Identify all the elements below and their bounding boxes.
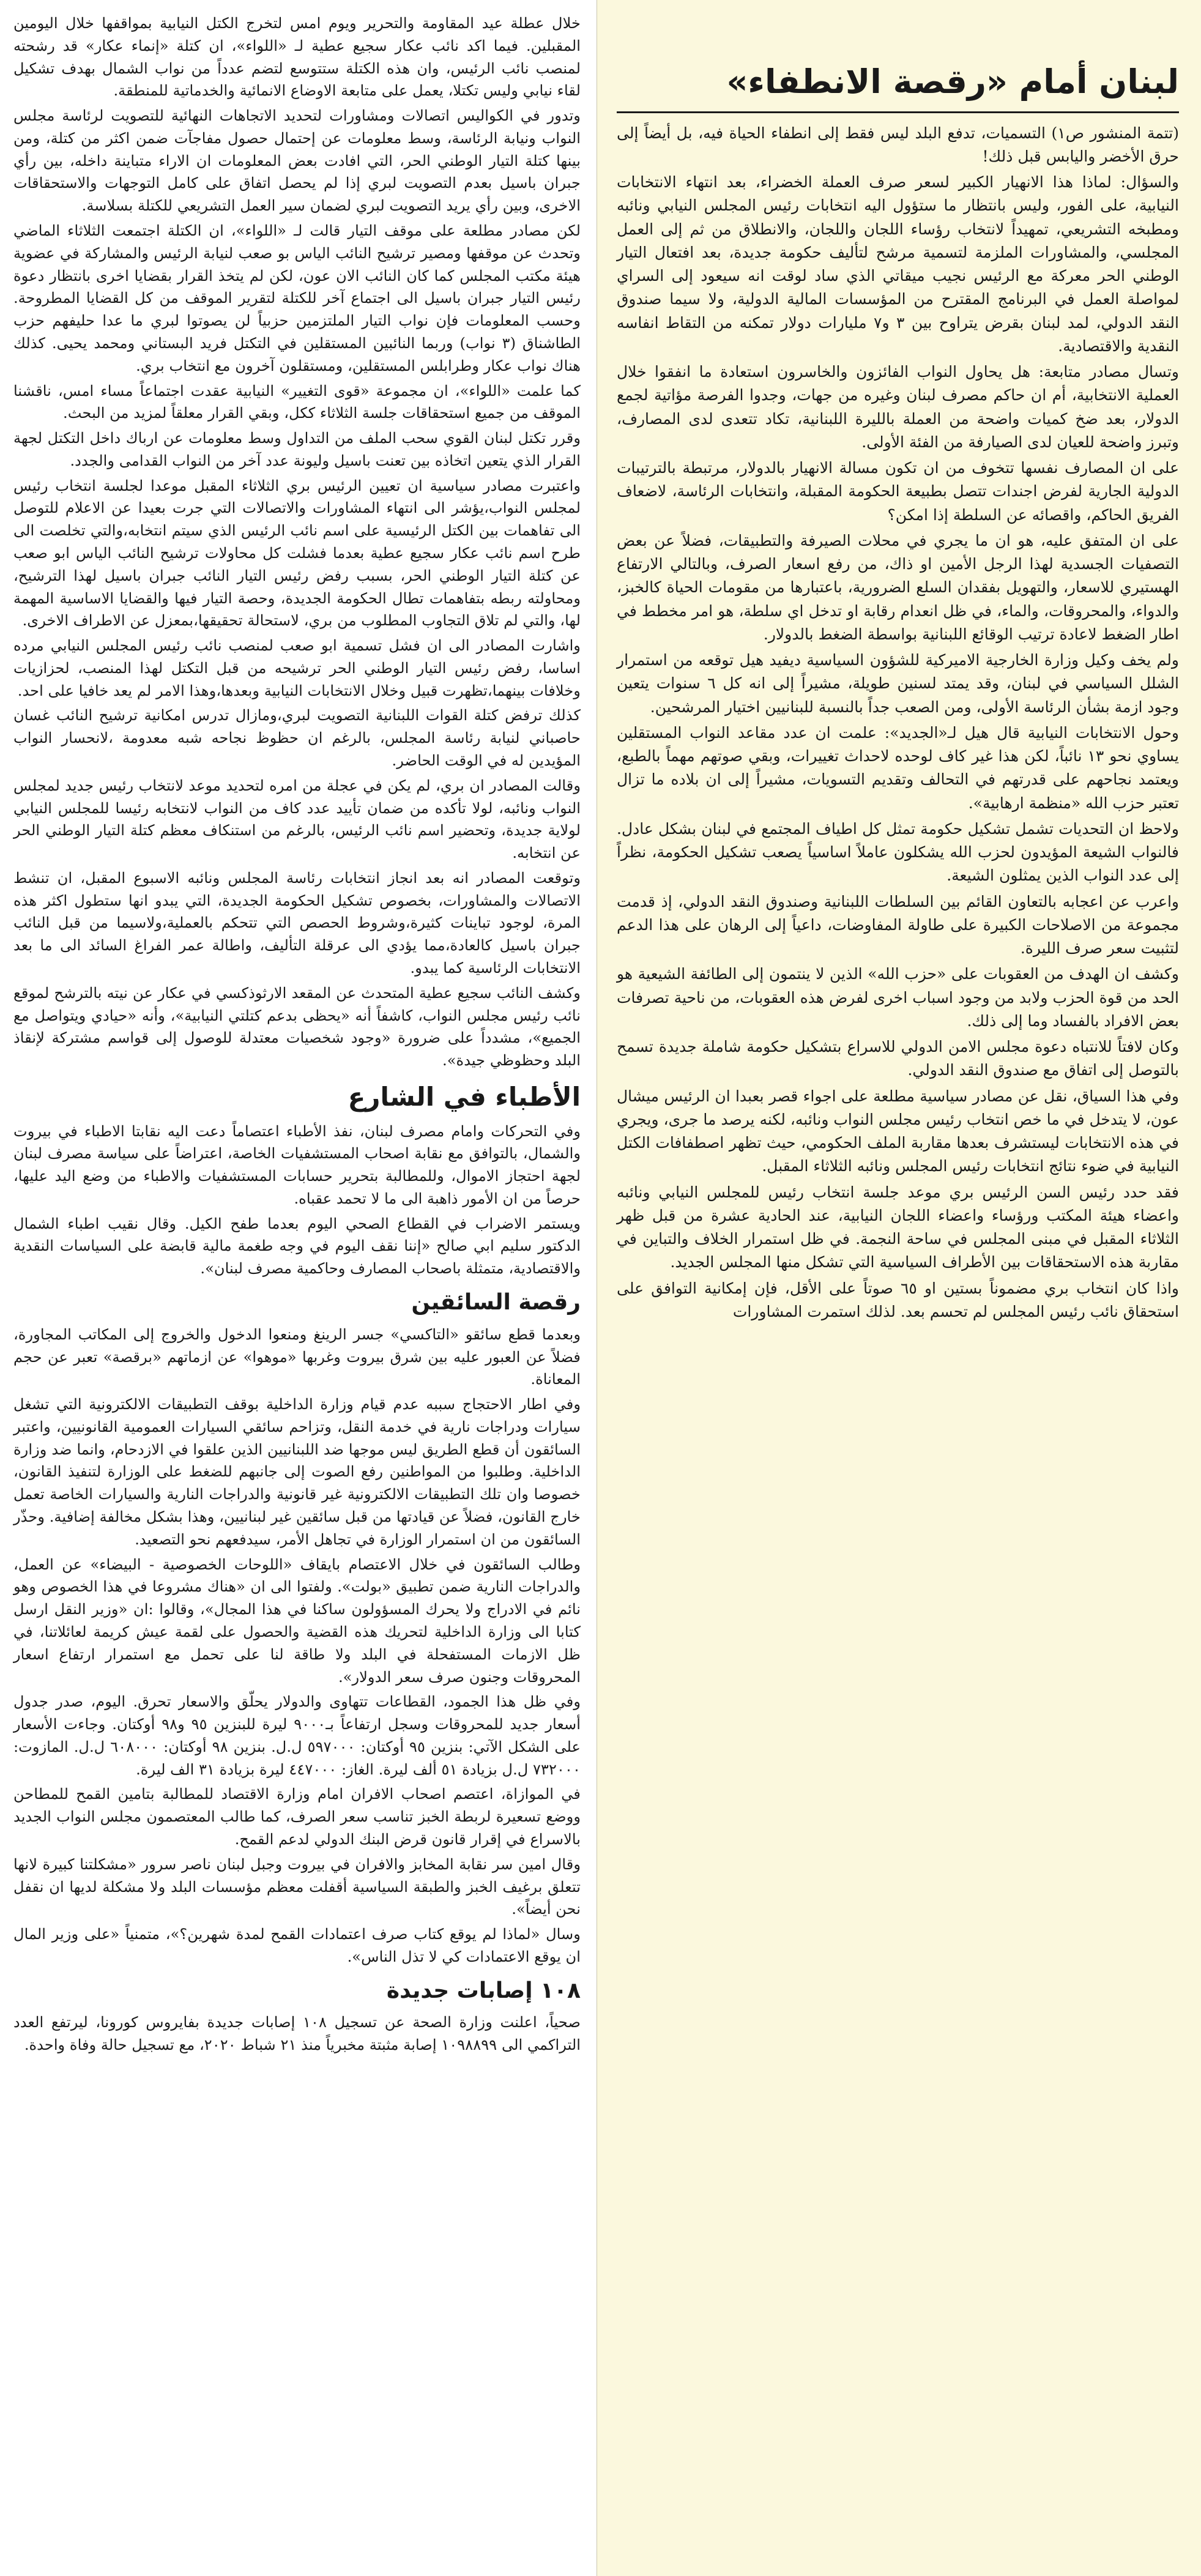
paragraph: وفي اطار الاحتجاج سببه عدم قيام وزارة الداخلية بوقف التطبيقات الالكترونية التي تشغل سيارات ودراجات نارية في خدمة النقل، وتزاحم سائقي السيارات العمومية القانونيين، واعتبر السائقون أن قطع الطريق ليس موجها ضد اللبنانيين الذين علقوا في الازدحام، وانما ضد وزارة الداخلية. وطلبوا من المواطنين رفع الصوت إلى جانبهم للضغط على الوزارة لتنفيذ القانون، خصوصا وان تلك التطبيقات الالكترونية غير قانونية والدراجات النارية والسيارات الخاصة تعمل خارج القانون، فضلاً عن قيادتها من قبل سائقين غير لبنانيين، وهذا بشكل مخالفة إضافية. وحذّر السائقون من ان استمرار الوزارة في تجاهل الأمر، سيدفعهم نحو التصعيد.: [13, 1396, 581, 1548]
paragraph: وقال امين سر نقابة المخابز والافران في بيروت وجبل لبنان ناصر سرور «مشكلتنا كبيرة لانها تتعلق برغيف الخبز والطبقة السياسية أقفلت معظم مؤسسات البلد ولا مشكلة لديها ان نقفل نحن أيضاً».: [13, 1855, 581, 1918]
paragraph: (تتمة المنشور ص١) التسميات، تدفع البلد ليس فقط إلى انطفاء الحياة فيه، بل أيضاً إلى حرق الأخضر واليابس قبل ذلك!: [617, 124, 1179, 165]
paragraph: فقد حدد رئيس السن الرئيس بري موعد جلسة انتخاب رئيس للمجلس النيابي ونائبه واعضاء هيئة المكتب ورؤساء واعضاء اللجان النيابية، عند الحادية عشرة من قبل ظهر الثلاثاء المقبل في مبنى المجلس في ساحة النجمة. في ظل استمرار الخلاف والتباين في مقاربة هذه الاستحقاقات بين الأطراف السياسية التي تشكل منها المجلس الجديد.: [617, 1183, 1179, 1271]
paragraph: واذا كان انتخاب بري مضموناً بستين او ٦٥ صوتاً على الأقل، فإن إمكانية التوافق على استحقاق نائب رئيس المجلس لم تحسم بعد. لذلك استمرت المشاورات: [617, 1279, 1179, 1320]
intro-body: [13, 12, 581, 1072]
paragraph: لكن مصادر مطلعة على موقف التيار قالت لـ «اللواء»، ان الكتلة اجتمعت الثلاثاء الماضي وتحدث عن موقفها ومصير ترشيح النائب الياس بو صعب لنيابة الرئيس والمشاركة في عضوية هيئة مكتب المجلس كما كان النائب الان عون، لكن لم يتخذ القرار بقضايا اخرى بانتظار دعوة رئيس التيار جبران باسيل الى اجتماع آخر للكتلة لتقرير الموقف من كل القضايا المطروحة. وحسب المعلومات فإن نواب التيار الملتزمين حزبياً لن يصوتوا لبري ما عدا حليفهم حزب الطاشناق (٣ نواب) وربما النائبين المستقلين في التكتل فريد البستاني ومحمد يحيى. كذلك هناك نواب عكار وطرابلس المستقلين، ومستقلون آخرون مع انتخاب بري.: [13, 222, 581, 374]
paragraph: ولاحظ ان التحديات تشمل تشكيل حكومة تمثل كل اطياف المجتمع في لبنان بشكل عادل. فالنواب الشيعة المؤيدون لحزب الله يشكلون عاملاً اساسياً يصعب تشكيل الحكومة، نظراً إلى عدد النواب الذين يمثلون الشيعة.: [617, 819, 1179, 885]
section-title-covid: ١٠٨ إصابات جديدة: [386, 1978, 581, 2003]
section-title-drivers: رقصة السائقين: [411, 1290, 581, 1315]
paragraph: على ان المتفق عليه، هو ان ما يجري في محلات الصيرفة والتطبيقات، فضلاً عن بعض التصفيات الجسدية لهذا الرجل الأمين او ذاك، من رفع اسعار الصرف، وبالتالي الارتفاع الهستيري للاسعار، والتهويل بفقدان السلع الضرورية، باعتبارها من مقومات الحياة كالخبز، والدواء، والمحروقات، والماء، في ظل انعدام رقابة او تدخل اي سلطة، هو امر مخطط في اطار الضغط لاعادة ترتيب الوقائع اللبنانية بواسطة الضغط بالدولار.: [617, 531, 1179, 643]
paragraph: على ان المصارف نفسها تتخوف من ان تكون مسالة الانهيار بالدولار، مرتبطة بالترتيبات الدولية الجارية لفرض اجندات تتصل بطبيعة الحكومة المقبلة، وانتخابات الرئاسة، لاضعاف الفريق الحاكم، واقصائه عن السلطة إذا امكن؟: [617, 459, 1179, 524]
paragraph: واعرب عن اعجابه بالتعاون القائم بين السلطات اللبنانية وصندوق النقد الدولي، إذ قدمت مجموعة من الاصلاحات الكبيرة على طاولة المفاوضات، داعياً إلى الرهان على هذا الدعم لتثبيت سعر صرف الليرة.: [617, 892, 1179, 957]
paragraph: ولم يخف وكيل وزارة الخارجية الاميركية للشؤون السياسية ديفيد هيل توقعه من استمرار الشلل السياسي في لبنان، وقد يمتد لسنين طويلة، مشيراً إلى انه كل ٦ سنوات يتعين وجود ازمة بشأن الرئاسة الأولى، ومن الصعب جداً بالنسبة للبنانيين اختيار المرشحين.: [617, 651, 1180, 716]
paragraph: وفي التحركات وامام مصرف لبنان، نفذ الأطباء اعتصاماً دعت اليه نقابتا الاطباء في بيروت والشمال، بالتوافق مع نقابة اصحاب المستشفيات الخاصة، اعتراضاً على سياسة مصرف لبنان لجهة احتجاز الاموال، وللمطالبة بتحرير حسابات المستشفيات والاطباء من وضع اليد عليها، حرصاً من ان الأمور ذاهبة الى ما لا تحمد عقباه.: [13, 1122, 581, 1207]
paragraph: وبعدما قطع سائقو «التاكسي» جسر الرينغ ومنعوا الدخول والخروج إلى المكاتب المجاورة، فضلاً عن العبور عليه بين شرق بيروت وغربها «موهوا» عن ازماتهم «برقصة» تعبر عن حجم المعاناة.: [13, 1325, 581, 1388]
section-title-doctors: الأطباء في الشارع: [348, 1081, 581, 1112]
paragraph: وتسال مصادر متابعة: هل يحاول النواب الفائزون والخاسرون استعادة ما انفقوا خلال العملية الانتخابية، أم ان حاكم مصرف لبنان وغيره من جهات، وجدوا الفرصة مؤاتية لجمع الدولار، بعد ضخ كميات واضحة من العملة بالليرة اللبنانية، تكاد تتعدى لدى المصارف، وتبرز واضحة للعيان لدى الصيارفة من الفئة الأولى.: [617, 363, 1179, 451]
right-column-body: [617, 122, 1179, 1324]
paragraph: في الموازاة، اعتصم اصحاب الافران امام وزارة الاقتصاد للمطالبة بتامين القمح للمطاحن ووضع تسعيرة لربطة الخبز تناسب سعر الصرف، كما طالب المعتصمون مجلس النواب الجديد بالاسراع في إقرار قانون قرض البنك الدولي لدعم القمح.: [13, 1785, 581, 1848]
continuation-column: [0, 0, 597, 2576]
article-headline: لبنان أمام «رقصة الانطفاء»: [617, 61, 1179, 113]
paragraph: ويستمر الاضراب في القطاع الصحي اليوم بعدما طفح الكيل. وقال نقيب اطباء الشمال الدكتور سليم ابي صالح «إننا نقف اليوم في وجه طغمة مالية قابضة على السياسات النقدية والاقتصادية، متمثلة باصحاب المصارف وحاكمية مصرف لبنان».: [13, 1215, 581, 1278]
paragraph: وطالب السائقون في خلال الاعتصام بايقاف «اللوحات الخصوصية - البيضاء» عن العمل، والدراجات النارية ضمن تطبيق «بولت». ولفتوا الى ان «هناك مشروعا في هذا الخصوص وهو نائم في الادراج ولا يحرك المسؤولون ساكنا في هذا المجال»، وقالوا :ان «وزير النقل ارسل كتابا الى وزارة الداخلية لتحريك هذه القضية والحصول على لقمة عيش كريمة لعائلاتنا، في ظل الازمات المستفحلة في البلد ولا طاقة لنا على تحمل مع استمرار ارتفاع اسعار المحروقات وجنون صرف سعر الدولار».: [13, 1555, 581, 1686]
paragraph: وسال «لماذا لم يوقع كتاب صرف اعتمادات القمح لمدة شهرين؟»، متمنياً «على وزير المال ان يوقع الاعتمادات كي لا تذل الناس».: [13, 1926, 581, 1965]
paragraph: وقرر تكتل لبنان القوي سحب الملف من التداول وسط معلومات عن ارباك داخل التكتل لجهة القرار الذي يتعين اتخاذه بين تعنت باسيل وليونة عدد آخر من النواب القدامى والجدد.: [13, 430, 581, 469]
paragraph: وكان لافتاً للانتباه دعوة مجلس الامن الدولي للاسراع بتشكيل حكومة شاملة جديدة تسمح بالتوصل إلى اتفاق مع صندوق النقد الدولي.: [617, 1038, 1179, 1079]
paragraph: كما علمت «اللواء»، ان مجموعة «قوى التغيير» النيابية عقدت اجتماعاً مساء امس، ناقشنا الموقف من جميع استحقاقات جلسة الثلاثاء ككل، وبقي القرار معلقاً لمزيد من البحث.: [13, 382, 581, 422]
paragraph: واشارت المصادر الى ان فشل تسمية ابو صعب لمنصب نائب رئيس المجلس النيابي مرده اساسا، رفض رئيس التيار الوطني الحر ترشيحه من قبل التكتل لهذا المنصب، لحزازيات وخلافات بينهما،تظهرت قبيل وخلال الانتخابات النيابية وبعدها،وهذا الامر لم يعد خافيا على احد.: [13, 637, 581, 699]
paragraph: خلال عطلة عيد المقاومة والتحرير ويوم امس لتخرج الكتل النيابية بمواقفها خلال اليومين المقبلين. فيما اكد نائب عكار سجيع عطية لـ «اللواء»، ان كتلة «إنماء عكار» قد رشحته لمنصب نائب الرئيس، وان هذه الكتلة ستتوسع لتضم عدداً من نواب الشمال بهدف تشكيل لقاء نيابي وليس تكتلا، يعمل على متابعة الاوضاع الانمائية والخدماتية للمنطقة.: [13, 15, 581, 100]
paragraph: وكشف النائب سجيع عطية المتحدث عن المقعد الارثوذكسي في عكار عن نيته بالترشح لموقع نائب رئيس مجلس النواب، كاشفاً أنه «يحظى بدعم كتلتي النيابية»، وأنه «حيادي ويتواصل مع الجميع»، مشدداً على ضرورة «وجود شخصيات معتدلة للوصول إلى قواسم مشتركة لإنقاذ البلد وحظوظي جيدة».: [13, 984, 581, 1070]
paragraph: والسؤال: لماذا هذا الانهيار الكبير لسعر صرف العملة الخضراء، بعد انتهاء الانتخابات النيابية، على الفور، وليس بانتظار ما ستؤول اليه انتخابات رئيس المجلس النيابي ونائبه ومطبخه التشريعي، تمهيداً لانتخاب رؤساء اللجان واللجان، والانطلاق من ثم إلى العمل المجلسي، والمشاورات الملزمة لتسمية مرشح لتأليف حكومة جديدة، بعد افتعال التيار الوطني الحر معركة مع الرئيس نجيب ميقاتي الذي ساد لوقت انه سيعود إلى السراي لمواصلة العمل في البرنامج المقترح من المؤسسات المالية الدولية، ولا سيما صندوق النقد الدولي، لمد لبنان بقرض يتراوح بين ٣ و٧ مليارات دولار تمكنه من التقاط انفاسه النقدية والاقتصادية.: [617, 173, 1179, 355]
covid-section-body: [13, 2011, 581, 2057]
doctors-section-body: [13, 1120, 581, 1280]
paragraph: وفي هذا السياق، نقل عن مصادر سياسية مطلعة على اجواء قصر بعبدا ان الرئيس ميشال عون، لا يتدخل في ما خص انتخاب رئيس مجلس النواب ونائبه، لكنه يرصد ما جرى، ويجري في هذه الانتخابات ليستشرف بعدها مقاربة الملف الحكومي، حيث تظهر اصطفافات الكتل النيابية في ضوء نتائج انتخابات رئيس المجلس ونائبه الثلاثاء المقبل.: [617, 1087, 1179, 1175]
paragraph: واعتبرت مصادر سياسية ان تعيين الرئيس بري الثلاثاء المقبل موعدا لجلسة انتخاب رئيس لمجلس النواب،يؤشر الى انتهاء المشاورات والاتصالات التي جرت بعيدا عن الاعلام للتوصل الى تفاهمات بين الكتل الرئيسية على اسم نائب الرئيس الذي سيتم انتخابه،والتي تخلصت الى طرح اسم نائب عكار سجيع عطية بعدما فشلت كل محاولات ترشيح النائب الياس ابو صعب عن كتلة التيار الوطني الحر، بسبب رفض رئيس التيار النائب جبران باسيل لهذا الترشيح، ومحاولته ربطه بتفاهمات تطال الحكومة الجديدة، وحصة التيار فيها والقضايا الاساسية المهمة لها، والتي لم تلاق التجاوب المطلوب من بري، لاستحالة تحقيقها،بمعزل عن الاطراف الاخرى.: [13, 477, 581, 630]
paragraph: وحول الانتخابات النيابية قال هيل لـ«الجديد»: علمت ان عدد مقاعد النواب المستقلين يساوي نحو ١٣ نائباً، لكن هذا غير كاف لوحده لاحداث تغييرات، وبقي صوتهم مهماً بالطبع، ويعتمد نجاحهم على قدرتهم في التحالف وتقديم التسويات، مشيراً إلى ان بلاده ما تزال تعتبر حزب الله «منظمة ارهابية».: [617, 723, 1179, 812]
main-article-column: [597, 0, 1201, 2576]
paragraph: صحياً، اعلنت وزارة الصحة عن تسجيل ١٠٨ إصابات جديدة بفايروس كورونا، ليرتفع العدد التراكمي الى ١٠٩٨٨٩٩ إصابة مثبتة مخبرياً منذ ٢١ شباط ٢٠٢٠، مع تسجيل حالة وفاة واحدة.: [13, 2014, 581, 2054]
drivers-section-body: [13, 1323, 581, 1968]
paragraph: وتوقعت المصادر انه بعد انجاز انتخابات رئاسة المجلس ونائبه الاسبوع المقبل، ان تنشط الاتصالات والمشاورات، بخصوص تشكيل الحكومة الجديدة، التي يبدو انها ستطول اكثر هذه المرة، لوجود تباينات كثيرة،وشروط الحصص التي تتحكم بالعملية،ولاسيما من قبل النائب جبران باسيل كالعادة،مما يؤدي الى عرقلة التأليف، واطالة عمر الفراغ السائد الى ما بعد الانتخابات الرئاسية كما يبدو.: [13, 869, 581, 977]
paragraph: وتدور في الكواليس اتصالات ومشاورات لتحديد الاتجاهات النهائية للتصويت لرئاسة مجلس النواب ونيابة الرئاسة، وسط معلومات عن إحتمال حصول مفاجآت ضمن اكثر من كتلة، ومن بينها كتلة التيار الوطني الحر، التي افادت بعض المعلومات ان الاراء متباينة داخله، بين رأي جبران باسيل بعدم التصويت لبري إذا لم يحصل اتفاق على كامل التوجهات والاستحقاقات الاخرى، وبين رأي يريد التصويت لبري لضمان سير العمل التشريعي للكتلة بسلاسة.: [13, 107, 581, 215]
paragraph: كذلك ترفض كتلة القوات اللبنانية التصويت لبري،ومازال تدرس امكانية ترشيح النائب غسان حاصباني لنيابة رئاسة المجلس، بالرغم ان حظوظ نجاحه شبه معدومة ،لانحسار النواب المؤيدين له في الوقت الحاضر.: [13, 707, 581, 769]
paragraph: وقالت المصادر ان بري، لم يكن في عجلة من امره لتحديد موعد لانتخاب رئيس جديد لمجلس النواب ونائبه، لولا تأكده من ضمان تأييد عدد كاف من النواب لانتخابه رئيسا للمجلس النيابي لولاية جديدة، وتحضير اسم نائب الرئيس، بالرغم من استنكاف معظم كتلة التيار الوطني الحر عن انتخابه.: [13, 776, 581, 862]
paragraph: وكشف ان الهدف من العقوبات على «حزب الله» الذين لا ينتمون إلى الطائفة الشيعية هو الحد من قوة الحزب ولابد من وجود اسباب اخرى لفرض هذه العقوبات، من ناحية تصرفات بعض الافراد بالفساد وما إلى ذلك.: [617, 965, 1179, 1030]
paragraph: وفي ظل هذا الجمود، القطاعات تتهاوى والدولار يحلّق والاسعار تحرق. اليوم، صدر جدول أسعار جديد للمحروقات وسجل ارتفاعاً بـ٩٠٠٠ ليرة للبنزين ٩٥ و٩٨ أوكتان. وجاءت الأسعار على الشكل الآتي: بنزين ٩٥ أوكتان: ٥٩٧٠٠٠ ل.ل. بنزين ٩٨ أوكتان: ٦٠٨٠٠٠ ل.ل. المازوت: ٧٣٢٠٠٠ ل.ل بزيادة ٥١ ألف ليرة. الغاز: ٤٤٧٠٠٠ ليرة بزيادة ٣١ الف ليرة.: [13, 1693, 581, 1778]
